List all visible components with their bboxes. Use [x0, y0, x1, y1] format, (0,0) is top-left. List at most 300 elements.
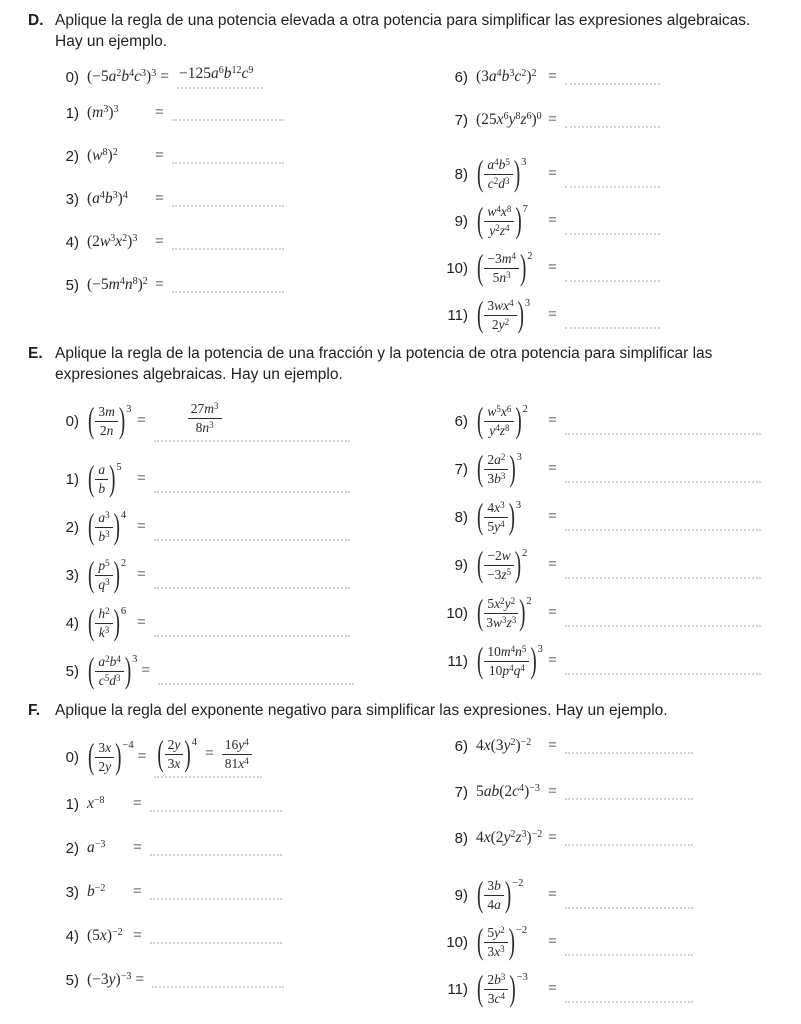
equals-sign: = — [548, 212, 557, 230]
answer-blank — [154, 586, 350, 589]
equals-sign: = — [548, 306, 557, 324]
math-expression: $5ab(2c^4)^{-3}$ — [476, 783, 540, 801]
problem-row — [440, 734, 801, 758]
problem-number: 9) — [454, 886, 468, 904]
fraction-expression — [476, 969, 528, 1010]
fraction-denominator: $2y^2$ — [491, 316, 510, 332]
right-paren-icon: ) — [504, 875, 512, 916]
problem-row — [440, 151, 801, 197]
right-paren-icon: ) — [515, 401, 522, 442]
math-expression: $(-5a^2b^4c^3)^3$ — [87, 68, 157, 86]
answer-blank — [154, 490, 350, 493]
problem-number: 0) — [65, 412, 79, 430]
fraction — [484, 596, 518, 631]
right-paren-icon: ) — [517, 295, 524, 336]
problem-number: 6) — [454, 68, 468, 86]
right-paren-icon: ) — [515, 201, 522, 242]
answer-blank — [565, 953, 693, 956]
answer-blank — [172, 247, 284, 250]
problem-row — [440, 826, 801, 850]
problems-column-right — [400, 65, 801, 339]
answer-blank — [150, 809, 282, 812]
problem-expression — [87, 401, 133, 442]
left-paren-icon: ( — [477, 641, 484, 682]
problem-number: 2) — [65, 839, 79, 857]
problem-row — [55, 600, 400, 646]
fraction-denominator: 2y — [98, 758, 112, 774]
problem-row — [440, 108, 801, 132]
right-paren-icon: ) — [115, 737, 122, 778]
fraction-expression — [476, 248, 533, 289]
fraction-exponent: 3 — [521, 156, 527, 168]
fraction-numerator: $2a^2$ — [484, 452, 508, 470]
math-expression: $(-5m^4n^8)^2$ — [87, 276, 148, 294]
answer-blank — [152, 985, 284, 988]
fraction-expression — [476, 401, 528, 442]
fraction-expression — [87, 507, 127, 548]
fraction-numerator: $16y^4$ — [222, 737, 252, 755]
problem-row — [440, 872, 801, 918]
problem-expression — [476, 401, 544, 442]
fraction — [484, 157, 513, 192]
fraction-numerator: $2b^3$ — [484, 972, 508, 990]
problem-expression — [476, 783, 544, 801]
answer-blank — [565, 797, 693, 800]
right-paren-icon: ) — [113, 507, 120, 548]
left-paren-icon: ( — [88, 737, 95, 778]
problem-number: 5) — [65, 971, 79, 989]
math-expression: $4x(3y^2)^{-2}$ — [476, 737, 532, 755]
problem-expression — [476, 248, 544, 289]
problem-number: 2) — [65, 518, 79, 536]
fraction-exponent: 4 — [120, 509, 127, 521]
problem-expression — [87, 603, 133, 644]
problem-number: 2) — [65, 147, 79, 165]
math-expression: $(5x)^{-2}$ — [87, 927, 123, 945]
right-paren-icon: ) — [519, 593, 526, 634]
left-paren-icon: ( — [477, 248, 484, 289]
fraction-numerator: $a^3$ — [95, 510, 112, 528]
equals-sign: = — [137, 412, 146, 430]
left-paren-icon: ( — [88, 459, 95, 500]
fraction-expression — [476, 154, 527, 195]
math-expression: $(w^8)^2$ — [87, 147, 118, 165]
problem-number: 10) — [446, 933, 468, 951]
equals-sign: = — [137, 566, 146, 584]
problem-row — [55, 792, 400, 816]
left-paren-icon: ( — [157, 734, 164, 775]
problem-expression — [476, 875, 544, 916]
math-expression: $(25x^6y^8z^6)^0$ — [476, 111, 542, 129]
problem-number: 5) — [65, 276, 79, 294]
right-paren-icon: ) — [509, 449, 516, 490]
right-paren-icon: ) — [118, 401, 126, 442]
problem-expression — [87, 883, 129, 901]
equals-sign: = — [548, 259, 557, 277]
problem-number: 1) — [65, 104, 79, 122]
fraction-numerator: $3wx^4$ — [484, 298, 516, 316]
right-paren-icon: ) — [519, 248, 527, 289]
fraction-denominator: 3x — [167, 755, 181, 771]
problem-number: 4) — [65, 614, 79, 632]
problem-row — [55, 398, 400, 444]
equals-sign: = — [548, 556, 557, 574]
problem-expression — [87, 276, 151, 294]
equals-sign: = — [548, 165, 557, 183]
left-paren-icon: ( — [88, 401, 95, 442]
fraction-exponent: 6 — [120, 605, 127, 617]
section-f — [0, 700, 801, 1013]
equals-sign: = — [137, 470, 146, 488]
left-paren-icon: ( — [477, 295, 484, 336]
fraction-numerator: 3b — [484, 878, 504, 896]
fraction — [188, 401, 222, 436]
fraction-denominator: $81x^4$ — [224, 755, 249, 771]
equals-sign: = — [548, 508, 557, 526]
problem-number: 9) — [454, 556, 468, 574]
fraction-expression — [476, 295, 531, 336]
fraction-expression — [476, 641, 543, 682]
left-paren-icon: ( — [477, 449, 484, 490]
left-paren-icon: ( — [477, 401, 484, 442]
equals-sign: = — [204, 745, 214, 763]
fraction-expression — [476, 922, 528, 963]
problem-expression — [476, 545, 544, 586]
problems-columns — [0, 734, 801, 1013]
section-instruction: Aplique la regla del exponente negativo para simplificar las expresiones. Hay un ejemplo. — [55, 702, 668, 720]
problem-row — [55, 836, 400, 860]
problem-expression — [476, 497, 544, 538]
problem-row — [440, 494, 801, 540]
problem-number: 3) — [65, 190, 79, 208]
fraction-numerator: $27m^3$ — [188, 401, 222, 419]
equals-sign: = — [548, 460, 557, 478]
fraction-exponent: −4 — [122, 739, 134, 751]
equals-sign: = — [133, 927, 142, 945]
math-expression: $(a^4b^3)^4$ — [87, 190, 128, 208]
fraction-expression — [476, 497, 522, 538]
fraction — [484, 644, 529, 679]
fraction — [484, 500, 507, 535]
fraction — [95, 404, 118, 439]
equals-sign: = — [548, 829, 557, 847]
problem-expression — [476, 969, 544, 1010]
fraction — [95, 510, 112, 545]
fraction-expression — [476, 201, 528, 242]
problem-row — [55, 101, 400, 125]
problem-row — [55, 504, 400, 550]
fraction — [484, 204, 514, 239]
fraction-denominator: $5y^4$ — [487, 518, 505, 534]
problem-number: 6) — [454, 412, 468, 430]
equals-sign: = — [548, 886, 557, 904]
left-paren-icon: ( — [477, 969, 484, 1010]
problems-columns — [0, 65, 801, 339]
problem-number: 3) — [65, 883, 79, 901]
fraction-expression — [87, 603, 127, 644]
fraction — [95, 740, 114, 775]
problem-number: 7) — [454, 111, 468, 129]
equals-sign: = — [137, 614, 146, 632]
problem-number: 8) — [454, 508, 468, 526]
fraction-exponent: −2 — [515, 924, 528, 936]
problem-row — [440, 542, 801, 588]
left-paren-icon: ( — [88, 507, 95, 548]
fraction-denominator: $5n^3$ — [492, 269, 511, 285]
right-paren-icon: ) — [514, 545, 522, 586]
answer-blank — [565, 624, 761, 627]
fraction-exponent: 2 — [522, 403, 528, 415]
left-paren-icon: ( — [477, 545, 484, 586]
fraction-exponent: 2 — [522, 547, 528, 559]
answer-blank — [565, 1000, 693, 1003]
fraction — [95, 654, 124, 689]
fraction-exponent: −3 — [516, 971, 528, 983]
equals-sign: = — [548, 68, 557, 86]
left-paren-icon: ( — [477, 201, 484, 242]
answer-blank — [565, 672, 761, 675]
problem-expression — [476, 922, 544, 963]
fraction-denominator: $y^2z^4$ — [489, 222, 510, 238]
right-paren-icon: ) — [109, 459, 116, 500]
problem-expression — [476, 111, 544, 129]
section-d — [0, 10, 801, 339]
problem-expression — [476, 593, 544, 634]
fraction-exponent: 3 — [516, 451, 522, 463]
answer-blank — [158, 682, 354, 685]
right-paren-icon: ) — [530, 641, 537, 682]
equals-sign: = — [155, 104, 164, 122]
fraction-numerator: $a^2b^4$ — [95, 654, 124, 672]
problem-expression — [87, 795, 129, 813]
answer-blank — [154, 634, 350, 637]
problem-expression — [476, 737, 544, 755]
problem-expression — [87, 651, 138, 692]
problem-expression — [87, 68, 156, 86]
problem-expression — [476, 201, 544, 242]
fraction — [484, 452, 508, 487]
fraction — [484, 298, 516, 333]
fraction-exponent: 3 — [132, 653, 138, 665]
equals-sign: = — [155, 276, 164, 294]
example-answer — [154, 734, 261, 778]
equals-sign: = — [548, 737, 557, 755]
equals-sign: = — [133, 883, 142, 901]
fraction-exponent: 3 — [524, 297, 531, 309]
right-paren-icon: ) — [513, 154, 521, 195]
fraction — [165, 737, 184, 772]
section-e — [0, 343, 801, 696]
problem-expression — [87, 233, 151, 251]
fraction-expression — [87, 459, 122, 500]
fraction-numerator: $5x^2y^2$ — [484, 596, 518, 614]
left-paren-icon: ( — [88, 651, 95, 692]
problem-row — [55, 144, 400, 168]
math-expression: $(m^3)^3$ — [87, 104, 119, 122]
fraction — [484, 925, 507, 960]
problem-expression — [87, 459, 133, 500]
equals-sign: = — [133, 839, 142, 857]
fraction — [484, 548, 513, 583]
problem-number: 5) — [65, 662, 79, 680]
section-header — [0, 700, 801, 721]
equals-sign: = — [137, 748, 147, 766]
right-paren-icon: ) — [113, 603, 120, 644]
math-expression: $b^{-2}$ — [87, 883, 106, 901]
fraction-numerator: −2w — [484, 548, 513, 566]
equals-sign: = — [133, 795, 142, 813]
problem-number: 8) — [454, 829, 468, 847]
fraction-numerator: 3x — [95, 740, 114, 758]
fraction — [222, 737, 252, 772]
problem-row — [55, 880, 400, 904]
left-paren-icon: ( — [477, 875, 484, 916]
problem-row — [440, 780, 801, 804]
fraction-denominator: $b^3$ — [98, 528, 110, 544]
fraction-denominator: $3c^4$ — [487, 990, 505, 1006]
fraction-denominator: $y^4z^8$ — [489, 422, 510, 438]
fraction-denominator: $c^5d^3$ — [98, 672, 121, 688]
problem-number: 8) — [454, 165, 468, 183]
problem-expression — [87, 147, 151, 165]
problem-row — [55, 734, 400, 780]
fraction-numerator: 2y — [165, 737, 184, 755]
answer-blank — [172, 204, 284, 207]
fraction-denominator: $10p^4q^4$ — [488, 662, 525, 678]
fraction-expression — [188, 401, 222, 436]
answer-blank — [565, 125, 660, 128]
answer-blank — [565, 185, 660, 188]
fraction-denominator: $k^3$ — [98, 624, 110, 640]
problems-column-left — [28, 65, 400, 316]
equals-sign: = — [548, 652, 557, 670]
problem-row — [55, 648, 400, 694]
fraction-denominator: 4a — [487, 896, 501, 912]
right-paren-icon: ) — [508, 922, 515, 963]
problem-number: 3) — [65, 566, 79, 584]
fraction-expression — [87, 555, 127, 596]
problem-expression — [87, 555, 133, 596]
fraction-exponent: 2 — [526, 595, 532, 607]
fraction-exponent: 3 — [515, 499, 522, 511]
left-paren-icon: ( — [88, 555, 95, 596]
answer-blank — [565, 326, 660, 329]
fraction-denominator: 2n — [99, 422, 114, 438]
problem-expression — [476, 68, 544, 86]
problem-row — [440, 919, 801, 965]
fraction-numerator: $a^4b^5$ — [484, 157, 513, 175]
problem-number: 6) — [454, 737, 468, 755]
problem-number: 1) — [65, 470, 79, 488]
problem-expression — [87, 190, 151, 208]
problem-row — [440, 292, 801, 338]
math-expression: $(-3y)^{-3}$ — [87, 971, 132, 989]
problem-row — [55, 65, 400, 89]
math-expression: $(2w^3x^2)^3$ — [87, 233, 138, 251]
problem-number: 11) — [447, 980, 468, 998]
equals-sign: = — [141, 662, 151, 680]
fraction-expression — [87, 401, 132, 442]
problem-expression — [476, 829, 544, 847]
fraction-denominator: $3w^3z^3$ — [486, 614, 517, 630]
fraction-numerator: $w^5x^6$ — [484, 404, 514, 422]
problem-expression — [87, 104, 151, 122]
answer-blank — [172, 161, 284, 164]
fraction-denominator: $3x^3$ — [487, 943, 505, 959]
equals-sign: = — [160, 68, 169, 86]
problem-row — [440, 590, 801, 636]
example-answer — [177, 65, 263, 89]
right-paren-icon: ) — [184, 734, 191, 775]
answer-blank — [565, 232, 660, 235]
problem-row — [55, 456, 400, 502]
fraction-denominator: $q^3$ — [98, 576, 110, 592]
fraction-denominator: $3b^3$ — [487, 470, 506, 486]
answer-blank — [565, 843, 693, 846]
equals-sign: = — [155, 190, 164, 208]
fraction-denominator: $8n^3$ — [195, 419, 214, 435]
problem-number: 0) — [65, 748, 79, 766]
equals-sign: = — [135, 971, 145, 989]
equals-sign: = — [548, 980, 557, 998]
problem-row — [440, 245, 801, 291]
answer-blank — [150, 853, 282, 856]
problem-row — [440, 638, 801, 684]
problem-row — [440, 198, 801, 244]
section-letter: D. — [28, 12, 44, 29]
math-expression: $(3a^4b^3c^2)^2$ — [476, 68, 537, 86]
fraction-exponent: 4 — [191, 736, 197, 748]
problem-expression — [476, 295, 544, 336]
section-letter: F. — [28, 702, 41, 720]
problem-expression — [87, 971, 131, 989]
problem-expression — [476, 641, 544, 682]
fraction-exponent: 5 — [116, 461, 122, 473]
fraction-exponent: −2 — [512, 877, 524, 889]
math-expression: $-125a^6b^{12}c^9$ — [178, 65, 254, 83]
fraction-exponent: 7 — [522, 203, 528, 215]
equals-sign: = — [155, 233, 164, 251]
problems-column-left — [28, 398, 400, 696]
math-expression: $x^{-8}$ — [87, 795, 105, 813]
problem-number: 0) — [65, 68, 79, 86]
problems-column-right — [400, 398, 801, 686]
problem-number: 7) — [454, 783, 468, 801]
left-paren-icon: ( — [477, 593, 484, 634]
equals-sign: = — [155, 147, 164, 165]
right-paren-icon: ) — [508, 497, 515, 538]
fraction-exponent: 2 — [120, 557, 127, 569]
answer-blank — [172, 118, 284, 121]
fraction-numerator: $5y^2$ — [484, 925, 507, 943]
problem-expression — [87, 927, 129, 945]
answer-blank — [565, 432, 761, 435]
fraction — [484, 878, 504, 913]
answer-blank — [565, 751, 693, 754]
fraction-denominator: $-3z^5$ — [486, 566, 512, 582]
fraction-numerator: $w^4x^8$ — [484, 204, 514, 222]
problem-row — [440, 966, 801, 1012]
fraction-denominator: b — [98, 480, 106, 496]
answer-blank — [172, 290, 284, 293]
fraction — [95, 558, 112, 593]
problem-row — [55, 552, 400, 598]
answer-blank — [565, 82, 660, 85]
problems-column-right — [400, 734, 801, 1013]
answer-blank — [150, 941, 282, 944]
answer-blank — [565, 279, 660, 282]
fraction-numerator: $4x^3$ — [484, 500, 507, 518]
